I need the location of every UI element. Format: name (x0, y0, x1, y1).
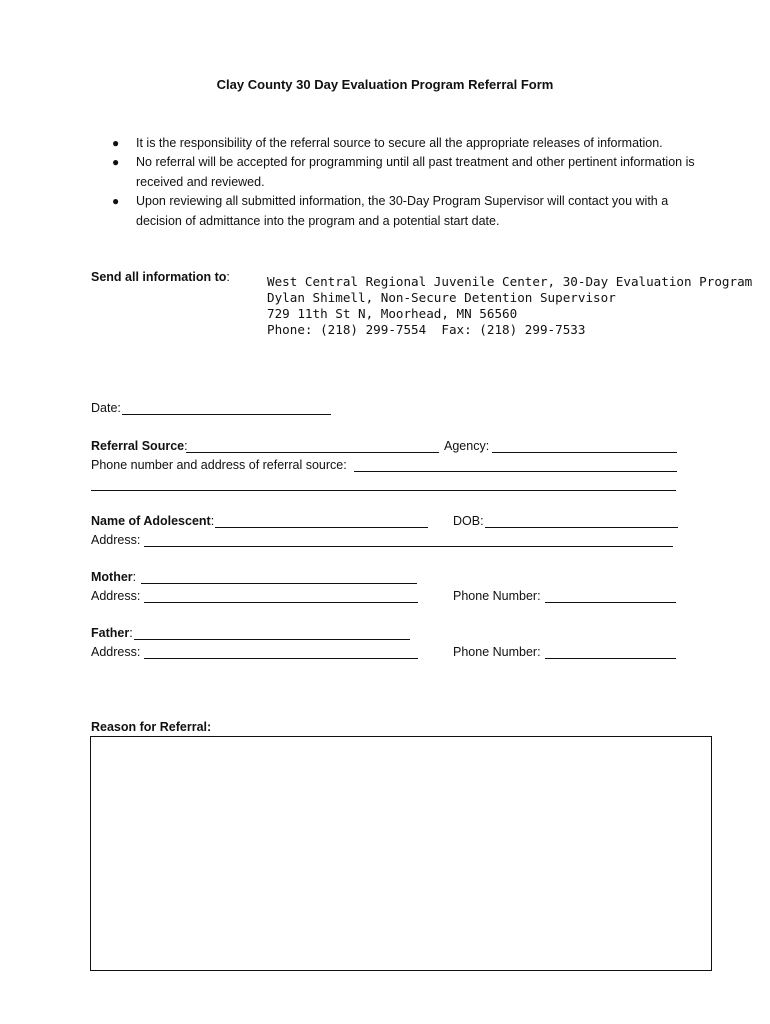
mother-label-text: Mother (91, 570, 133, 584)
bullet-icon: ● (112, 136, 120, 150)
bullet-icon: ● (112, 194, 120, 209)
send-to-address-block (267, 274, 752, 338)
agency-label: Agency: (444, 439, 490, 453)
send-to-line: Dylan Shimell, Non-Secure Detention Supervisor (267, 290, 616, 305)
send-to-line: 729 11th St N, Moorhead, MN 56560 (267, 306, 518, 321)
father-address-field[interactable] (144, 658, 418, 659)
adolescent-name-colon: : (210, 514, 215, 528)
adolescent-name-label-text: Name of Adolescent (91, 514, 211, 528)
dob-label: DOB: (453, 514, 484, 528)
adolescent-name-label (91, 514, 214, 528)
send-to-label-text: Send all information to (91, 270, 227, 284)
reason-for-referral-label: Reason for Referral: (91, 720, 212, 734)
father-label (91, 626, 133, 640)
mother-name-field[interactable] (141, 583, 417, 584)
send-to-label (91, 270, 230, 284)
instruction-text: It is the responsibility of the referral source to secure all the appropriate releases of information. (136, 136, 663, 150)
mother-address-label: Address: (91, 589, 141, 603)
referral-phone-address-field-line-2[interactable] (91, 490, 676, 491)
referral-source-label-text: Referral Source (91, 439, 185, 453)
mother-address-field[interactable] (144, 602, 418, 603)
reason-for-referral-box[interactable] (90, 736, 712, 971)
instructions-list (112, 134, 702, 231)
father-label-text: Father (91, 626, 130, 640)
father-address-label: Address: (91, 645, 141, 659)
list-item (112, 192, 702, 231)
mother-phone-label: Phone Number: (453, 589, 541, 603)
dob-field[interactable] (485, 527, 678, 528)
list-item (112, 134, 702, 153)
form-title: Clay County 30 Day Evaluation Program Referral Form (216, 77, 554, 92)
referral-source-label (91, 439, 188, 453)
agency-field[interactable] (492, 452, 677, 453)
instruction-text: Upon reviewing all submitted information, the 30-Day Program Supervisor will contact you with a decision of admittance into the program and a potential start date. (136, 194, 669, 228)
send-to-colon: : (226, 270, 230, 284)
date-field[interactable] (122, 414, 331, 415)
referral-source-colon: : (184, 439, 188, 453)
list-item (112, 153, 702, 192)
referral-phone-address-field[interactable] (354, 471, 677, 472)
father-phone-field[interactable] (545, 658, 676, 659)
referral-phone-address-label: Phone number and address of referral source: (91, 458, 347, 472)
instruction-text: No referral will be accepted for programming until all past treatment and other pertinent information is received and reviewed. (136, 155, 695, 189)
father-colon: : (129, 626, 133, 640)
mother-colon: : (132, 570, 137, 584)
mother-phone-field[interactable] (545, 602, 676, 603)
adolescent-address-field[interactable] (144, 546, 673, 547)
mother-label (91, 570, 136, 584)
bullet-icon: ● (112, 155, 120, 170)
adolescent-name-field[interactable] (215, 527, 428, 528)
referral-source-field[interactable] (186, 452, 439, 453)
send-to-line: Phone: (218) 299-7554 Fax: (218) 299-7533 (267, 322, 586, 337)
send-to-line: West Central Regional Juvenile Center, 30-Day Evaluation Program (267, 274, 753, 289)
father-phone-label: Phone Number: (453, 645, 541, 659)
father-name-field[interactable] (134, 639, 410, 640)
date-label: Date: (91, 401, 121, 415)
adolescent-address-label: Address: (91, 533, 141, 547)
